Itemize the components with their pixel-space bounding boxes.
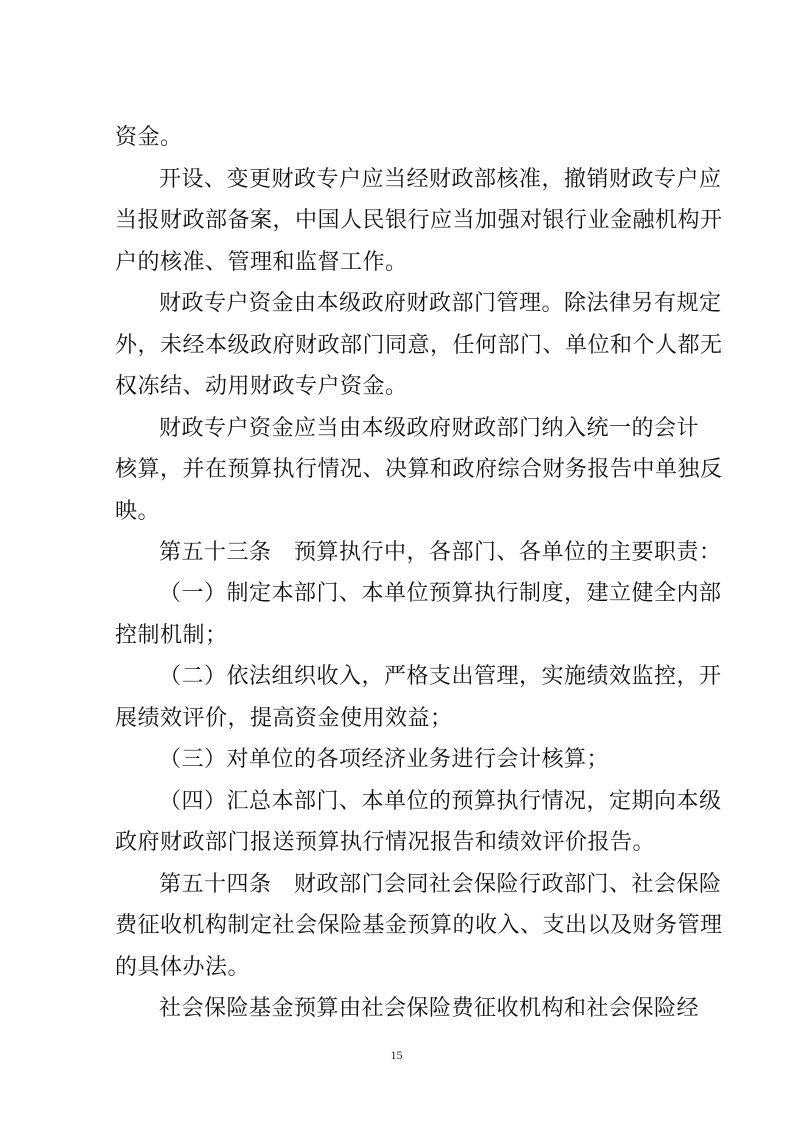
article-heading-line: 第五十四条 财政部门会同社会保险行政部门、社会保险 <box>159 872 722 897</box>
text-line: 展绩效评价，提高资金使用效益； <box>115 706 453 731</box>
text-line: 费征收机构制定社会保险基金预算的收入、支出以及财务管理 <box>115 913 723 938</box>
text-line: 权冻结、动用财政专户资金。 <box>115 374 408 399</box>
text-line: 资金。 <box>115 125 183 150</box>
text-line: 外，未经本级政府财政部门同意，任何部门、单位和个人都无 <box>115 333 723 358</box>
text-line: 当报财政部备案，中国人民银行应当加强对银行业金融机构开 <box>115 208 723 233</box>
text-line: 的具体办法。 <box>115 955 251 980</box>
text-line: （二）依法组织收入，严格支出管理，实施绩效监控，开 <box>159 664 722 689</box>
text-line: 控制机制； <box>115 623 228 648</box>
text-line: 财政专户资金由本级政府财政部门管理。除法律另有规定 <box>159 291 722 316</box>
text-line: 核算，并在预算执行情况、决算和政府综合财务报告中单独反 <box>115 457 723 482</box>
text-line: 开设、变更财政专户应当经财政部核准，撤销财政专户应 <box>159 167 722 192</box>
text-line: 政府财政部门报送预算执行情况报告和绩效评价报告。 <box>115 830 656 855</box>
text-line: （四）汇总本部门、本单位的预算执行情况，定期向本级 <box>159 789 722 814</box>
text-line: （三）对单位的各项经济业务进行会计核算； <box>159 747 610 772</box>
text-line: 社会保险基金预算由社会保险费征收机构和社会保险经 <box>159 996 700 1021</box>
text-line: 财政专户资金应当由本级政府财政部门纳入统一的会计 <box>159 416 700 441</box>
page-number: 15 <box>390 1048 403 1062</box>
text-line: 映。 <box>115 499 161 524</box>
text-line: 户的核准、管理和监督工作。 <box>115 250 408 275</box>
article-heading-line: 第五十三条 预算执行中，各部门、各单位的主要职责： <box>159 540 722 565</box>
text-line: （一）制定本部门、本单位预算执行制度，建立健全内部 <box>159 581 722 606</box>
